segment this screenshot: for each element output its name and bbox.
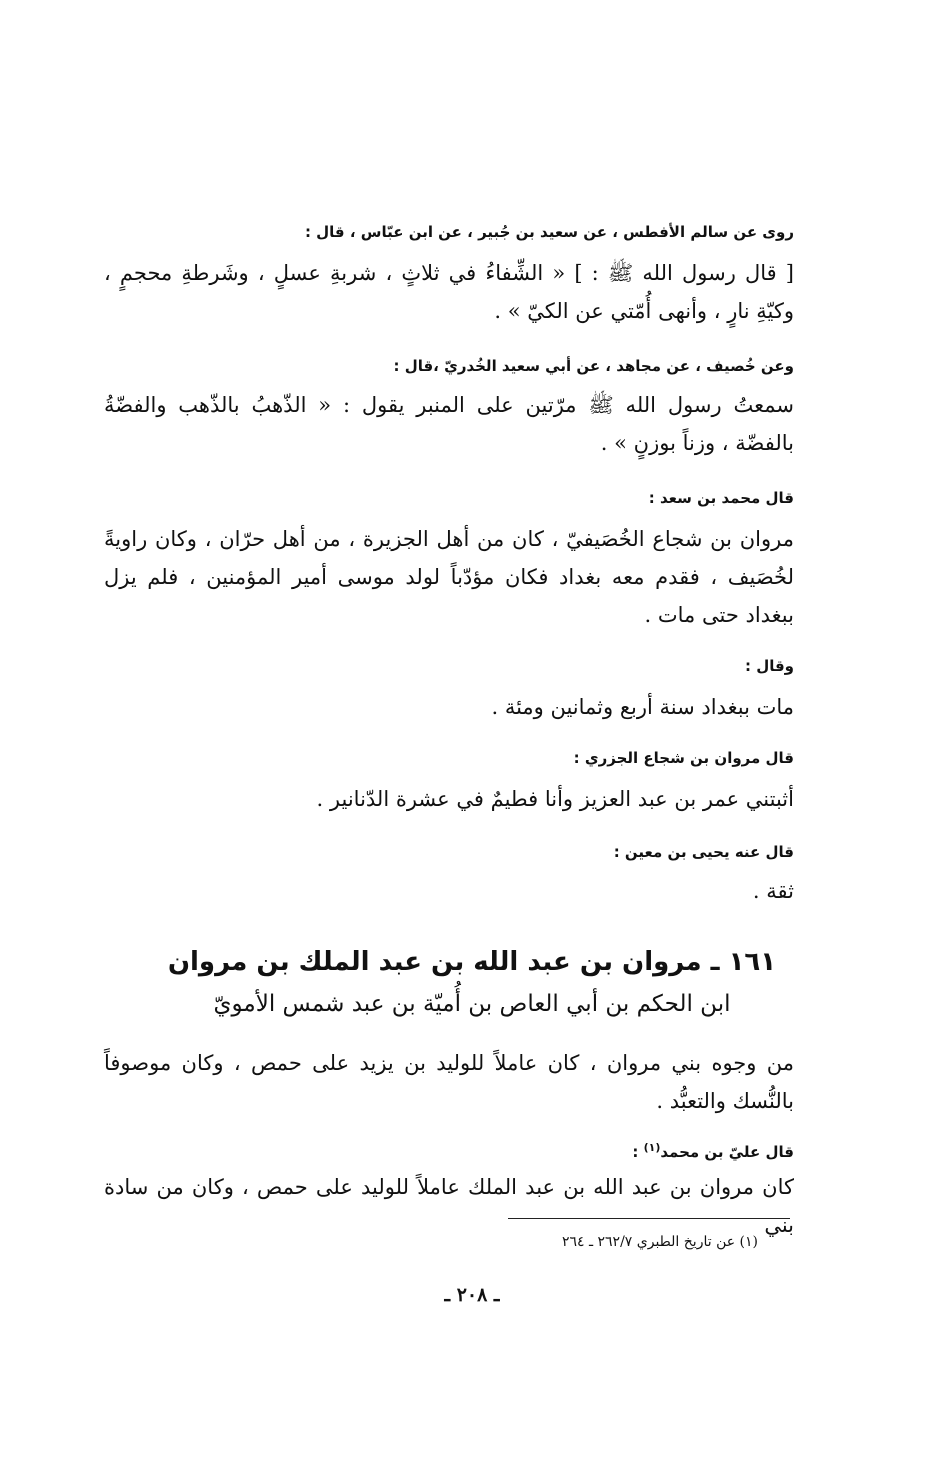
entry-1-text: [ قال رسول الله ﷺ : ] « الشِّفاءُ في ثلاثٍ ، شربةِ عسلٍ ، وشَرطةِ محجمٍ ، وكيّةِ نارٍ ، وأنهى أُمّتي عن الكيّ » . bbox=[104, 261, 794, 323]
section-quote-heading-text: قال عليّ بن محمد bbox=[660, 1143, 794, 1161]
entry-3-text: مروان بن شجاع الخُصَيفيّ ، كان من أهل الجزيرة ، من أهل حرّان ، وكان راويةً لخُصَيف ، فقدم معه بغداد فكان مؤدّباً لولد موسى أمير المؤمنين ، فلم يزل ببغداد حتى مات . bbox=[104, 527, 794, 627]
section-quote-heading-colon: : bbox=[632, 1143, 644, 1161]
entry-6-heading: قال عنه يحيى بن معين : bbox=[613, 843, 794, 861]
entry-1-heading: روى عن سالم الأفطس ، عن سعيد بن جُبير ، عن ابن عبّاس ، قال : bbox=[304, 223, 794, 241]
footnote: (١) عن تاريخ الطبري ٢٦٢/٧ ـ ٢٦٤ bbox=[561, 1234, 758, 1250]
footnote-marker: (١) bbox=[643, 1141, 661, 1154]
footnote-divider bbox=[508, 1218, 790, 1219]
entry-5-heading: قال مروان بن شجاع الجزري : bbox=[573, 749, 794, 767]
entry-5-text: أثبتني عمر بن عبد العزيز وأنا فطيمٌ في عشرة الدّنانير . bbox=[316, 787, 794, 811]
section-title: ١٦١ ـ مروان بن عبد الله بن عبد الملك بن مروان bbox=[167, 947, 777, 977]
entry-2-heading: وعن خُصيف ، عن مجاهد ، عن أبي سعيد الخُدريّ ،قال : bbox=[393, 357, 794, 375]
entry-2-text: سمعتُ رسول الله ﷺ مرّتين على المنبر يقول : « الذّهبُ بالذّهب والفضّةُ بالفضّة ، وزناً بوزنٍ » . bbox=[104, 393, 794, 455]
entry-3-heading: قال محمد بن سعد : bbox=[648, 489, 794, 507]
entry-6-text: ثقة . bbox=[752, 879, 794, 903]
section-subtitle: ابن الحكم بن أبي العاص بن أُميّة بن عبد شمس الأمويّ bbox=[213, 991, 731, 1017]
section-quote-heading bbox=[104, 1138, 794, 1162]
entry-4-text: مات ببغداد سنة أربع وثمانين ومئة . bbox=[491, 695, 794, 719]
page-number: ـ ٢٠٨ ـ bbox=[444, 1284, 500, 1306]
entry-4-heading: وقال : bbox=[744, 657, 794, 675]
section-intro: من وجوه بني مروان ، كان عاملاً للوليد بن يزيد على حمص ، وكان موصوفاً بالنُّسك والتعبُّد . bbox=[104, 1051, 794, 1113]
section-quote-text: كان مروان بن عبد الله بن عبد الملك عاملاً للوليد على حمص ، وكان من سادة بني bbox=[104, 1175, 794, 1237]
